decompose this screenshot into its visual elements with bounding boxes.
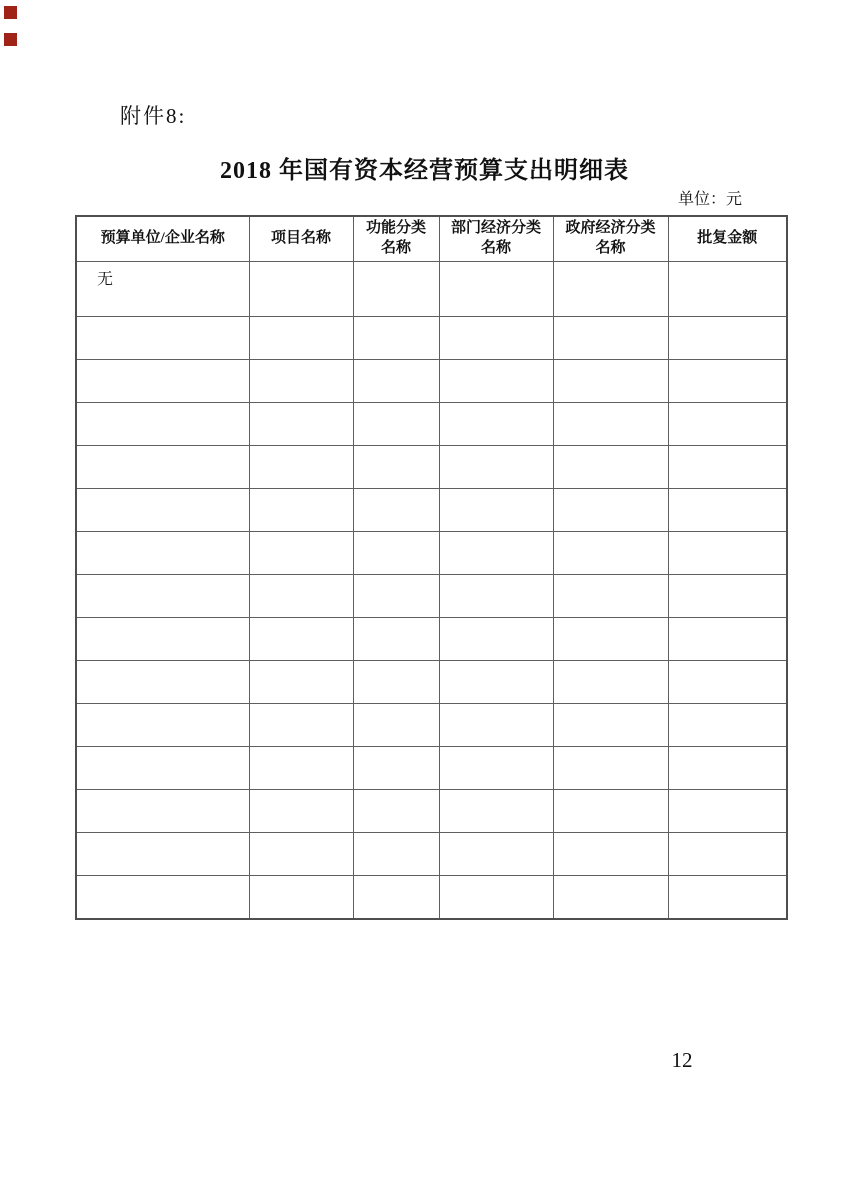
table-cell (668, 618, 787, 661)
red-corner-mark-bottom (4, 33, 17, 46)
table-cell (668, 360, 787, 403)
table-cell (353, 747, 439, 790)
table-cell (76, 661, 249, 704)
table-cell (668, 446, 787, 489)
table-cell (439, 790, 553, 833)
table-cell (76, 790, 249, 833)
table-cell (353, 661, 439, 704)
table-cell (439, 446, 553, 489)
column-header-5 (553, 216, 668, 262)
table-cell (353, 618, 439, 661)
table-cell (249, 790, 353, 833)
table-cell (249, 532, 353, 575)
table-cell (668, 747, 787, 790)
table-cell (668, 489, 787, 532)
table-row (76, 618, 787, 661)
table-cell (668, 833, 787, 876)
table-cell (439, 575, 553, 618)
table-cell (249, 360, 353, 403)
table-cell (249, 575, 353, 618)
table-row (76, 489, 787, 532)
column-header-line: 名称 (380, 240, 411, 256)
table-row (76, 575, 787, 618)
table-cell (553, 876, 668, 920)
table-cell (439, 661, 553, 704)
attachment-label: 附件8: (120, 104, 187, 128)
table-cell (249, 618, 353, 661)
table-cell (249, 661, 353, 704)
table-row (76, 704, 787, 747)
table-row (76, 446, 787, 489)
page-number: 12 (671, 1048, 693, 1072)
table-cell (249, 747, 353, 790)
table-cell (553, 360, 668, 403)
table-cell (439, 833, 553, 876)
table-cell (439, 876, 553, 920)
column-header-line: 批复金额 (697, 230, 758, 247)
table-cell (553, 747, 668, 790)
table-cell (668, 317, 787, 360)
table-cell (353, 532, 439, 575)
table-cell (249, 876, 353, 920)
table-cell (553, 618, 668, 661)
table-cell (553, 661, 668, 704)
table-cell (439, 262, 553, 317)
table-cell (353, 446, 439, 489)
table-cell (668, 262, 787, 317)
table-cell (353, 704, 439, 747)
column-header-line: 名称 (595, 240, 626, 256)
budget-table-header (76, 216, 787, 262)
table-cell (439, 747, 553, 790)
table-cell (553, 790, 668, 833)
table-cell (353, 403, 439, 446)
column-header-line: 功能分类 (365, 220, 426, 237)
table-cell (553, 403, 668, 446)
page-title: 2018 年国有资本经营预算支出明细表 (220, 158, 629, 184)
table-cell (249, 317, 353, 360)
table-cell (76, 704, 249, 747)
table-cell (439, 489, 553, 532)
table-cell (76, 833, 249, 876)
table-cell (249, 262, 353, 317)
table-cell (553, 489, 668, 532)
table-cell (353, 876, 439, 920)
column-header-line: 名称 (480, 240, 511, 256)
table-cell (668, 704, 787, 747)
table-cell (439, 618, 553, 661)
table-cell (553, 446, 668, 489)
table-cell (76, 575, 249, 618)
table-cell (76, 876, 249, 920)
table-cell (668, 661, 787, 704)
table-cell (353, 360, 439, 403)
column-header-2 (249, 216, 353, 262)
table-cell (76, 360, 249, 403)
table-cell (249, 833, 353, 876)
table-row (76, 790, 787, 833)
table-cell (353, 489, 439, 532)
table-cell (353, 575, 439, 618)
table-cell (553, 833, 668, 876)
table-cell (668, 575, 787, 618)
table-row (76, 661, 787, 704)
column-header-6 (668, 216, 787, 262)
table-row (76, 360, 787, 403)
table-row (76, 403, 787, 446)
budget-table (75, 215, 788, 920)
table-cell (249, 704, 353, 747)
table-cell (439, 704, 553, 747)
table-cell (76, 489, 249, 532)
table-cell (553, 532, 668, 575)
table-cell (76, 532, 249, 575)
table-cell (76, 317, 249, 360)
table-cell (439, 360, 553, 403)
table-cell (353, 317, 439, 360)
table-cell (553, 262, 668, 317)
red-corner-mark-top (4, 6, 17, 19)
column-header-4 (439, 216, 553, 262)
column-header-line: 部门经济分类 (450, 220, 541, 237)
table-cell (353, 790, 439, 833)
table-cell (668, 532, 787, 575)
table-cell (439, 403, 553, 446)
unit-label: 单位：元 (677, 191, 742, 208)
table-cell (353, 833, 439, 876)
table-cell (553, 317, 668, 360)
table-cell (439, 532, 553, 575)
column-header-line: 政府经济分类 (565, 220, 656, 237)
table-cell (249, 403, 353, 446)
table-cell (353, 262, 439, 317)
table-row (76, 747, 787, 790)
table-row (76, 532, 787, 575)
table-cell (249, 446, 353, 489)
table-row (76, 876, 787, 920)
table-cell (668, 790, 787, 833)
table-cell (76, 618, 249, 661)
table-cell: 无 (76, 262, 249, 317)
table-row (76, 317, 787, 360)
table-cell (76, 747, 249, 790)
table-cell (553, 704, 668, 747)
table-cell (76, 403, 249, 446)
table-row (76, 833, 787, 876)
column-header-1 (76, 216, 249, 262)
table-cell (439, 317, 553, 360)
table-cell (249, 489, 353, 532)
table-cell (76, 446, 249, 489)
header-row (76, 216, 787, 262)
table-cell (668, 876, 787, 920)
column-header-3 (353, 216, 439, 262)
column-header-line: 项目名称 (270, 230, 331, 247)
table-row (76, 262, 787, 317)
column-header-line: 预算单位/企业名称 (100, 230, 225, 247)
budget-table-body (76, 262, 787, 920)
table-cell (668, 403, 787, 446)
table-cell (553, 575, 668, 618)
